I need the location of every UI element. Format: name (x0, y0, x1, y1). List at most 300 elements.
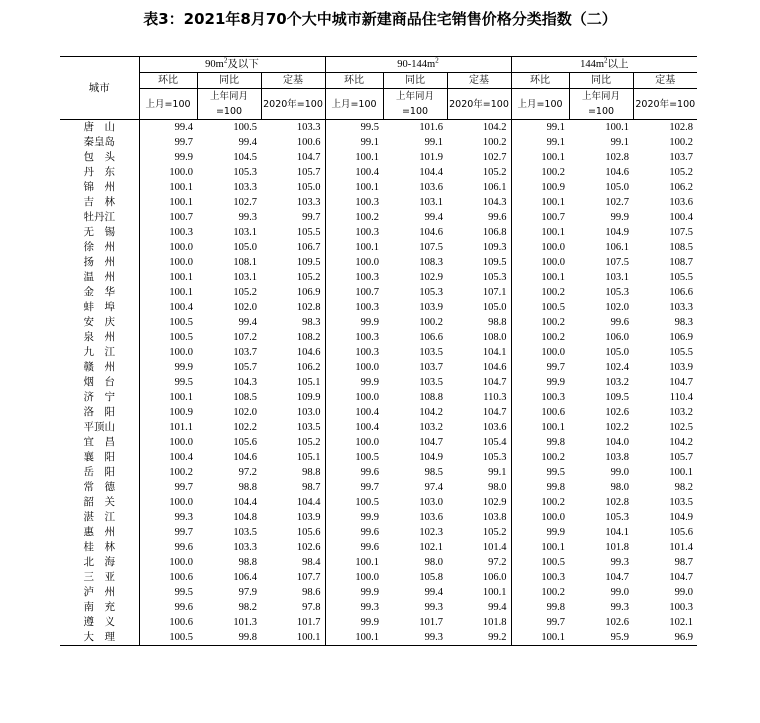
index-value: 101.8 (605, 542, 630, 553)
index-value: 103.3 (233, 182, 257, 193)
index-value: 102.0 (233, 302, 257, 313)
index-value: 100.0 (325, 360, 383, 375)
column-header-base: 定基 (447, 73, 511, 89)
table-row (60, 450, 697, 465)
city-name: 济 宁 (83, 391, 115, 403)
index-value: 105.3 (419, 287, 444, 298)
index-value: 100.1 (511, 270, 569, 285)
table-row (60, 240, 697, 255)
index-value: 103.0 (296, 407, 321, 418)
index-value: 99.6 (139, 600, 197, 615)
table-row (60, 510, 697, 525)
column-header-yoy: 同比 (197, 73, 261, 89)
index-value: 104.2 (669, 437, 694, 448)
index-value: 104.7 (605, 572, 630, 583)
index-value: 104.6 (605, 167, 630, 178)
index-value: 104.3 (482, 197, 507, 208)
city-name: 南 充 (83, 601, 115, 613)
city-name: 牡丹江 (83, 211, 115, 223)
index-value: 106.9 (669, 332, 694, 343)
index-value: 104.4 (419, 167, 444, 178)
index-value: 104.4 (296, 497, 321, 508)
city-name: 大 理 (83, 631, 115, 643)
city-name: 包 头 (83, 151, 115, 163)
index-value: 100.1 (325, 150, 383, 165)
index-value: 105.2 (233, 287, 257, 298)
index-value: 100.0 (139, 165, 197, 180)
index-value: 102.2 (233, 422, 257, 433)
index-value: 104.5 (233, 152, 257, 163)
index-value: 105.4 (482, 437, 507, 448)
table-row (60, 285, 697, 300)
city-name: 金 华 (83, 286, 115, 298)
index-value: 99.3 (424, 602, 444, 613)
index-value: 102.8 (605, 152, 630, 163)
table-row (60, 585, 697, 600)
page-title: 表3：2021年8月70个大中城市新建商品住宅销售价格分类指数（二） (143, 10, 617, 28)
index-value: 102.1 (419, 542, 444, 553)
index-value: 100.4 (669, 212, 694, 223)
index-value: 109.5 (296, 257, 321, 268)
index-value: 102.9 (419, 272, 444, 283)
table-row (60, 360, 697, 375)
city-name: 吉 林 (83, 196, 115, 208)
index-value: 102.8 (296, 302, 321, 313)
index-value: 100.1 (325, 555, 383, 570)
index-value: 98.0 (424, 557, 444, 568)
table-row (60, 570, 697, 585)
index-value: 100.4 (325, 420, 383, 435)
table-row (60, 540, 697, 555)
index-value: 101.4 (669, 542, 694, 553)
index-value: 102.3 (419, 527, 444, 538)
city-name: 北 海 (83, 556, 115, 568)
column-header-base: 定基 (633, 73, 697, 89)
index-value: 100.3 (325, 300, 383, 315)
city-name: 湛 江 (83, 511, 115, 523)
index-value: 100.0 (325, 570, 383, 585)
table-row (60, 630, 697, 646)
index-value: 99.4 (238, 317, 257, 328)
index-value: 107.5 (419, 242, 444, 253)
index-value: 104.6 (296, 347, 321, 358)
index-value: 99.8 (238, 632, 257, 643)
city-name: 桂 林 (83, 541, 115, 553)
index-value: 100.0 (511, 345, 569, 360)
index-value: 99.1 (511, 120, 569, 136)
index-value: 103.8 (482, 512, 507, 523)
index-value: 97.2 (488, 557, 507, 568)
index-value: 100.3 (669, 602, 694, 613)
index-value: 106.0 (482, 572, 507, 583)
index-value: 105.2 (669, 167, 694, 178)
index-value: 104.2 (482, 122, 507, 133)
table-row (60, 315, 697, 330)
index-value: 103.6 (482, 422, 507, 433)
index-value: 105.1 (296, 452, 321, 463)
city-name: 岳 阳 (83, 466, 115, 478)
column-header-chain: 环比 (511, 73, 569, 89)
index-value: 99.4 (424, 587, 444, 598)
index-value: 99.6 (610, 317, 630, 328)
index-value: 104.9 (669, 512, 694, 523)
index-value: 105.3 (233, 167, 257, 178)
index-value: 97.9 (238, 587, 257, 598)
index-value: 102.7 (482, 152, 507, 163)
column-base-yoy: 上年同月=100 (383, 89, 447, 120)
index-value: 100.1 (325, 630, 383, 646)
city-name: 襄 阳 (83, 451, 115, 463)
index-value: 102.2 (605, 422, 630, 433)
index-value: 100.7 (139, 210, 197, 225)
index-value: 109.5 (605, 392, 630, 403)
index-value: 103.2 (669, 407, 694, 418)
index-value: 100.7 (325, 285, 383, 300)
index-value: 99.1 (610, 137, 630, 148)
index-value: 99.1 (325, 135, 383, 150)
city-name: 丹 东 (83, 166, 115, 178)
index-value: 100.3 (325, 345, 383, 360)
index-value: 103.9 (296, 512, 321, 523)
table-row (60, 210, 697, 225)
table-row (60, 225, 697, 240)
index-value: 100.2 (511, 285, 569, 300)
index-value: 103.6 (669, 197, 694, 208)
index-value: 108.5 (669, 242, 694, 253)
index-value: 99.9 (511, 375, 569, 390)
table-row (60, 270, 697, 285)
city-name: 常 德 (83, 481, 115, 493)
index-value: 99.0 (610, 587, 630, 598)
index-value: 107.2 (233, 332, 257, 343)
index-value: 104.1 (482, 347, 507, 358)
index-value: 101.6 (419, 122, 444, 133)
index-value: 102.6 (605, 617, 630, 628)
city-name: 惠 州 (83, 526, 115, 538)
index-value: 103.8 (605, 452, 630, 463)
index-value: 103.9 (669, 362, 694, 373)
index-value: 100.0 (511, 255, 569, 270)
index-value: 104.4 (233, 497, 257, 508)
index-value: 100.1 (139, 390, 197, 405)
index-value: 99.4 (139, 120, 197, 136)
index-value: 97.4 (424, 482, 444, 493)
index-value: 105.5 (669, 272, 694, 283)
table-row (60, 405, 697, 420)
index-value: 102.8 (605, 497, 630, 508)
index-value: 100.1 (139, 285, 197, 300)
index-value: 103.3 (233, 542, 257, 553)
index-value: 100.2 (511, 450, 569, 465)
table-row (60, 480, 697, 495)
index-value: 102.0 (233, 407, 257, 418)
index-value: 100.6 (139, 615, 197, 630)
index-value: 100.1 (139, 180, 197, 195)
table-row (60, 255, 697, 270)
index-value: 100.0 (139, 240, 197, 255)
index-value: 105.3 (605, 287, 630, 298)
index-value: 104.7 (296, 152, 321, 163)
index-value: 102.5 (669, 422, 694, 433)
index-value: 104.7 (669, 377, 694, 388)
index-value: 101.7 (296, 617, 321, 628)
index-value: 109.5 (482, 257, 507, 268)
index-value: 107.5 (669, 227, 694, 238)
index-value: 100.2 (511, 165, 569, 180)
city-name: 烟 台 (83, 376, 115, 388)
index-value: 99.5 (139, 375, 197, 390)
index-value: 100.2 (419, 317, 444, 328)
index-value: 100.2 (669, 137, 694, 148)
city-name: 韶 关 (83, 496, 115, 508)
index-value: 100.5 (233, 122, 257, 133)
index-value: 104.0 (605, 437, 630, 448)
index-value: 100.1 (511, 225, 569, 240)
index-value: 100.1 (511, 195, 569, 210)
city-name: 蚌 埠 (83, 301, 115, 313)
index-value: 98.8 (302, 467, 321, 478)
index-value: 108.7 (669, 257, 694, 268)
index-value: 105.6 (233, 437, 257, 448)
column-base-yoy: 上年同月=100 (197, 89, 261, 120)
index-value: 100.3 (511, 570, 569, 585)
index-value: 99.6 (139, 540, 197, 555)
index-value: 106.6 (669, 287, 694, 298)
index-value: 102.0 (605, 302, 630, 313)
index-value: 100.0 (139, 345, 197, 360)
index-value: 100.6 (139, 570, 197, 585)
index-value: 104.6 (419, 227, 444, 238)
index-value: 104.1 (605, 527, 630, 538)
index-value: 100.0 (511, 240, 569, 255)
index-value: 103.5 (296, 422, 321, 433)
group-header-large: $144m^2$以上 (511, 57, 697, 73)
index-value: 99.1 (511, 135, 569, 150)
index-value: 105.0 (296, 182, 321, 193)
index-value: 100.9 (139, 405, 197, 420)
index-value: 105.2 (296, 272, 321, 283)
index-value: 100.0 (325, 255, 383, 270)
index-value: 101.8 (482, 617, 507, 628)
index-value: 104.3 (233, 377, 257, 388)
index-value: 99.2 (488, 632, 507, 643)
index-value: 98.2 (238, 602, 257, 613)
index-value: 103.7 (669, 152, 694, 163)
index-value: 100.1 (482, 587, 507, 598)
index-value: 104.7 (482, 407, 507, 418)
index-value: 105.0 (605, 347, 630, 358)
column-base-base: 2020年=100 (261, 89, 325, 120)
index-value: 100.7 (511, 210, 569, 225)
index-value: 100.0 (139, 495, 197, 510)
index-value: 103.9 (419, 302, 444, 313)
index-value: 106.0 (605, 332, 630, 343)
index-value: 108.5 (233, 392, 257, 403)
index-value: 98.0 (488, 482, 507, 493)
index-value: 102.7 (233, 197, 257, 208)
index-value: 106.1 (605, 242, 630, 253)
table-row (60, 555, 697, 570)
index-value: 100.4 (139, 300, 197, 315)
index-value: 109.9 (296, 392, 321, 403)
index-value: 99.7 (139, 480, 197, 495)
index-value: 99.1 (424, 137, 444, 148)
index-value: 100.4 (325, 165, 383, 180)
index-value: 100.0 (139, 255, 197, 270)
index-value: 100.1 (511, 150, 569, 165)
index-value: 105.5 (669, 347, 694, 358)
index-value: 103.7 (419, 362, 444, 373)
table-row (60, 525, 697, 540)
index-value: 100.5 (325, 450, 383, 465)
index-value: 99.4 (488, 602, 507, 613)
column-base-chain: 上月=100 (325, 89, 383, 120)
city-name: 泸 州 (83, 586, 115, 598)
index-value: 100.1 (139, 195, 197, 210)
table-row (60, 135, 697, 150)
index-value: 103.5 (419, 377, 444, 388)
index-value: 100.1 (669, 467, 694, 478)
index-value: 100.5 (139, 330, 197, 345)
index-value: 99.4 (424, 212, 444, 223)
index-value: 105.0 (233, 242, 257, 253)
table-row (60, 345, 697, 360)
index-value: 105.0 (605, 182, 630, 193)
index-value: 104.7 (419, 437, 444, 448)
index-value: 104.7 (669, 572, 694, 583)
index-value: 110.3 (483, 392, 507, 403)
table-row (60, 465, 697, 480)
column-base-base: 2020年=100 (633, 89, 697, 120)
table-row (60, 495, 697, 510)
index-value: 102.9 (482, 497, 507, 508)
index-value: 100.3 (325, 330, 383, 345)
index-value: 97.2 (238, 467, 257, 478)
index-value: 100.6 (511, 405, 569, 420)
index-value: 100.2 (325, 210, 383, 225)
city-name: 秦皇岛 (83, 136, 115, 148)
index-value: 100.2 (139, 465, 197, 480)
index-value: 99.8 (511, 600, 569, 615)
index-value: 99.9 (139, 360, 197, 375)
table-row (60, 180, 697, 195)
index-value: 104.6 (233, 452, 257, 463)
index-value: 105.7 (296, 167, 321, 178)
index-value: 100.4 (325, 405, 383, 420)
index-value: 99.3 (610, 602, 630, 613)
index-value: 99.7 (511, 615, 569, 630)
index-value: 105.6 (669, 527, 694, 538)
index-value: 99.3 (610, 557, 630, 568)
index-value: 99.8 (511, 480, 569, 495)
index-value: 99.5 (511, 465, 569, 480)
city-name: 徐 州 (83, 241, 115, 253)
index-value: 98.7 (302, 482, 321, 493)
index-value: 102.6 (605, 407, 630, 418)
index-value: 98.3 (302, 317, 321, 328)
column-base-chain: 上月=100 (139, 89, 197, 120)
index-value: 106.6 (419, 332, 444, 343)
index-value: 105.7 (233, 362, 257, 373)
column-header-base: 定基 (261, 73, 325, 89)
table-row (60, 330, 697, 345)
index-value: 100.5 (139, 630, 197, 646)
index-value: 98.8 (238, 557, 257, 568)
index-value: 99.9 (325, 375, 383, 390)
index-value: 100.3 (325, 195, 383, 210)
city-name: 宜 昌 (83, 436, 115, 448)
index-value: 108.8 (419, 392, 444, 403)
index-value: 105.2 (482, 167, 507, 178)
city-name: 三 亚 (83, 571, 115, 583)
index-value: 106.2 (669, 182, 694, 193)
table-row (60, 420, 697, 435)
index-value: 100.0 (325, 390, 383, 405)
index-value: 105.3 (605, 512, 630, 523)
index-value: 100.3 (139, 225, 197, 240)
index-value: 107.5 (605, 257, 630, 268)
index-value: 101.7 (419, 617, 444, 628)
index-value: 100.0 (139, 435, 197, 450)
city-name: 温 州 (83, 271, 115, 283)
index-value: 106.9 (296, 287, 321, 298)
index-value: 101.3 (233, 617, 257, 628)
index-value: 100.0 (511, 510, 569, 525)
index-value: 100.1 (325, 240, 383, 255)
column-header-chain: 环比 (139, 73, 197, 89)
index-value: 100.3 (325, 270, 383, 285)
group-header-small: $90m^2$及以下 (139, 57, 325, 73)
index-value: 99.3 (424, 632, 444, 643)
index-value: 99.6 (488, 212, 507, 223)
city-name: 遵 义 (83, 616, 115, 628)
index-value: 106.1 (482, 182, 507, 193)
index-value: 100.3 (325, 225, 383, 240)
index-value: 99.9 (139, 150, 197, 165)
index-value: 100.3 (511, 390, 569, 405)
index-value: 100.2 (482, 137, 507, 148)
index-value: 103.5 (233, 527, 257, 538)
index-value: 99.5 (139, 585, 197, 600)
index-value: 105.2 (482, 527, 507, 538)
index-value: 99.3 (325, 600, 383, 615)
city-name: 唐 山 (83, 121, 115, 133)
index-value: 96.9 (674, 632, 694, 643)
index-value: 98.3 (674, 317, 694, 328)
index-value: 99.3 (238, 212, 257, 223)
index-value: 99.7 (302, 212, 321, 223)
index-value: 100.5 (325, 495, 383, 510)
table-row (60, 435, 697, 450)
index-value: 109.3 (482, 242, 507, 253)
city-name: 平顶山 (83, 421, 115, 433)
table-row (60, 150, 697, 165)
index-value: 105.0 (482, 302, 507, 313)
index-value: 105.3 (482, 452, 507, 463)
index-value: 98.4 (302, 557, 321, 568)
index-value: 108.2 (296, 332, 321, 343)
index-value: 103.1 (233, 227, 257, 238)
index-value: 98.2 (674, 482, 694, 493)
index-value: 99.9 (610, 212, 630, 223)
index-value: 100.2 (511, 585, 569, 600)
index-value: 100.4 (139, 450, 197, 465)
index-value: 99.8 (511, 435, 569, 450)
table-body (60, 120, 697, 646)
column-header-yoy: 同比 (383, 73, 447, 89)
index-value: 102.6 (296, 542, 321, 553)
index-value: 98.6 (302, 587, 321, 598)
